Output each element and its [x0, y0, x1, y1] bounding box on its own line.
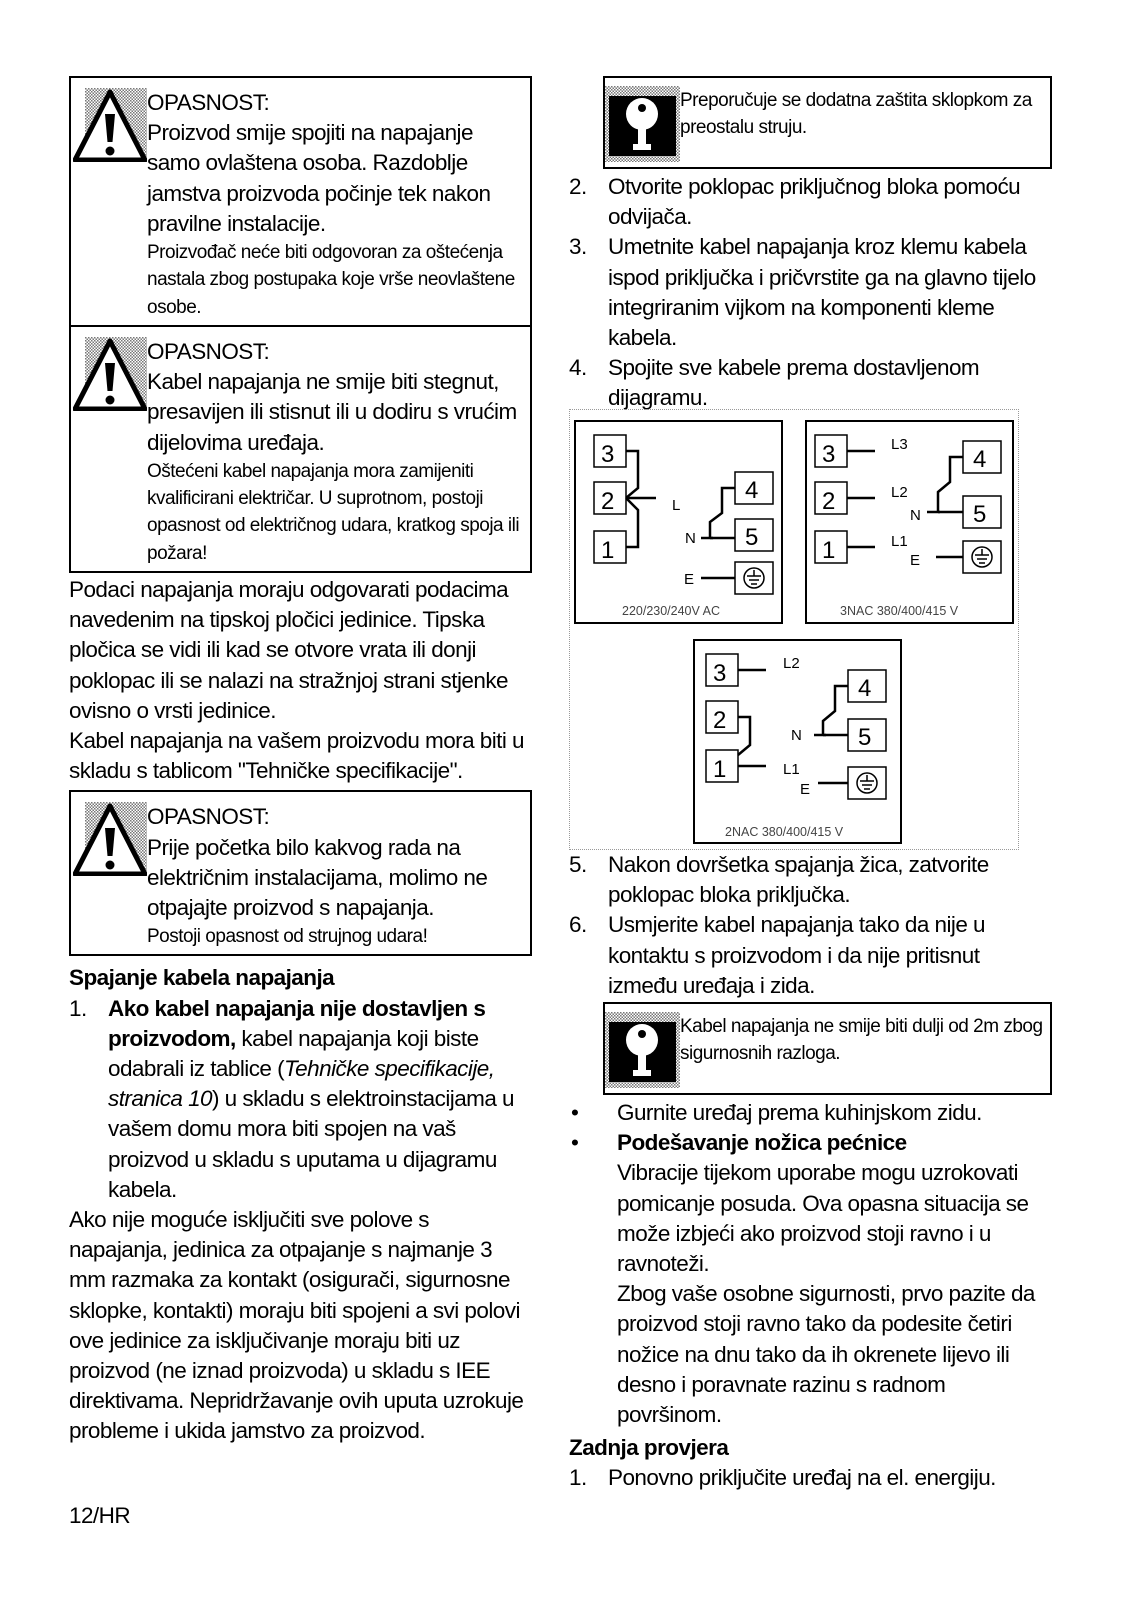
- wiring-diagram-svg: [570, 410, 1020, 851]
- step-5: [569, 850, 1049, 910]
- terminal-2: 2: [822, 488, 836, 515]
- wiring-panel-3: [694, 640, 901, 843]
- terminal-4: 4: [745, 477, 759, 504]
- step-number: 5.: [569, 852, 587, 877]
- label-l1: L1: [783, 761, 800, 778]
- step-number: 6.: [569, 912, 587, 938]
- step-text: Usmjerite kabel napajanja tako da nije u kontaktu s proizvodom i da nije pritisnut između uređaja i zida.: [608, 912, 985, 998]
- label-n: N: [791, 727, 802, 744]
- warning-note: Oštećeni kabel napajanja mora zamijeniti kvalificirani električar. U suprotnom, postoji opasnost od električnog udara, kratkog spoja ili požara!: [147, 460, 520, 564]
- terminal-1: 1: [713, 756, 727, 783]
- bullet-text: Gurnite uređaj prema kuhinjskom zidu.: [617, 1100, 982, 1126]
- label-l: L: [672, 497, 681, 514]
- bullet-2: [569, 1128, 1049, 1430]
- right-column-lower: [569, 850, 1049, 1494]
- warning-text: Prije početka bilo kakvog rada na električnim instalacijama, molimo ne otpajajte proizvod s napajanja.: [147, 834, 488, 921]
- step-6: [569, 910, 1049, 1001]
- warning-note: Proizvođač neće biti odgovoran za oštećenja nastala zbog postupaka koje vrše neovlaštene osobe.: [147, 242, 515, 318]
- terminal-5: 5: [858, 724, 872, 751]
- info-box-1: [603, 76, 1052, 169]
- warning-title: OPASNOST:: [147, 804, 270, 830]
- warning-title: OPASNOST:: [147, 339, 270, 364]
- terminal-1: 1: [822, 537, 836, 564]
- step-2: [569, 172, 1049, 232]
- bullet-title: Podešavanje nožica pećnice: [617, 1130, 907, 1156]
- panel-caption: 220/230/240V AC: [622, 604, 720, 618]
- warning-box-1: [69, 76, 532, 327]
- terminal-1: 1: [601, 537, 615, 564]
- terminal-5: 5: [745, 524, 759, 551]
- label-e: E: [684, 571, 695, 588]
- info-icon: [605, 1012, 680, 1088]
- warning-icon: [73, 88, 147, 162]
- terminal-2: 2: [713, 707, 727, 734]
- warning-icon: [73, 802, 147, 876]
- step-number: 1.: [569, 1465, 587, 1491]
- terminal-3: 3: [713, 660, 727, 687]
- terminal-3: 3: [601, 441, 615, 468]
- step-text: kabel napajanja koji biste odabrali iz tablice (: [108, 1025, 485, 1082]
- warning-title: OPASNOST:: [147, 90, 270, 115]
- terminal-5: 5: [973, 501, 987, 528]
- bullet-1: [569, 1098, 1049, 1128]
- terminal-4: 4: [973, 446, 987, 473]
- step-4: [569, 353, 1049, 413]
- step-text: Nakon dovršetka spajanja žica, zatvorite poklopac bloka priključka.: [608, 852, 989, 908]
- left-column: [69, 76, 532, 1447]
- warning-note: Postoji opasnost od strujnog udara!: [147, 926, 428, 948]
- info-icon: [605, 86, 680, 162]
- label-n: N: [910, 507, 921, 524]
- terminal-2: 2: [601, 488, 615, 515]
- wiring-panel-1: [575, 421, 782, 623]
- step-text: ) u skladu s elektroinstacijama u vašem domu mora biti spojen na vaš proizvod u skladu s uputama u dijagramu kabela.: [108, 1086, 515, 1202]
- label-l1: L1: [891, 533, 908, 550]
- label-e: E: [800, 781, 811, 798]
- final-step-1: [569, 1463, 1049, 1493]
- bullet-paragraph: Zbog vaše osobne sigurnosti, prvo pazite da proizvod stoji ravno tako da podesite četiri nožice na dnu tako da ih okrenete lijevo ili desno i poravnate razinu s radnom površinom.: [617, 1281, 1035, 1428]
- section-title: Spajanje kabela napajanja: [69, 965, 335, 991]
- terminal-4: 4: [858, 675, 872, 702]
- info-text: Preporučuje se dodatna zaštita sklopkom za preostalu struju.: [680, 90, 1032, 139]
- warning-text: Kabel napajanja ne smije biti stegnut, presavijen ili stisnut ili u dodiru s vrućim dijelovima uređaja.: [147, 369, 517, 455]
- power-cable-paragraph: Kabel napajanja na vašem proizvodu mora biti u skladu s tablicom "Tehničke specifikacije".: [69, 728, 524, 784]
- step-number: 2.: [569, 174, 587, 199]
- power-data-paragraph: Podaci napajanja moraju odgovarati podacima navedenim na tipskoj pločici jedinice. Tipska pločica se vidi ili kad se otvore vrata ili donji poklopac ili se nalazi na stražnjoj strani stjenke ovisno o vrsti jedinice.: [69, 577, 509, 723]
- label-l2: L2: [891, 484, 908, 501]
- step-number: 4.: [569, 355, 587, 381]
- terminal-3: 3: [822, 441, 836, 468]
- step-number: 3.: [569, 234, 587, 260]
- step-number: 1.: [69, 995, 87, 1021]
- page-number: 12/HR: [69, 1503, 131, 1528]
- warning-text: Proizvod smije spojiti na napajanje samo ovlaštena osoba. Razdoblje jamstva proizvoda počinje tek nakon pravilne instalacije.: [147, 120, 491, 236]
- right-column: [569, 76, 1049, 414]
- warning-box-3: [69, 790, 532, 956]
- label-l3: L3: [891, 436, 908, 453]
- step-text: Otvorite poklopac priključnog bloka pomoću odvijača.: [608, 174, 1021, 230]
- info-text: Kabel napajanja ne smije biti dulji od 2m zbog sigurnosnih razloga.: [680, 1016, 1043, 1065]
- disconnect-paragraph: Ako nije moguće isključiti sve polove s napajanja, jedinica za otpajanje s najmanje 3 mm razmaka za kontakt (osigurači, sigurnosne sklopke, kontakti) moraju biti spojeni a svi polovi ove jedinice za isključivanje moraju biti uz proizvod (ne iznad proizvoda) u skladu s IEE direktivama. Nepridržavanje ovih uputa uzrokuje probleme i ukida jamstvo za proizvod.: [69, 1207, 524, 1444]
- bullet-paragraph: Vibracije tijekom uporabe mogu uzrokovati pomicanje posuda. Ova opasna situacija se može izbjeći ako proizvod stoji ravno i u ravnoteži.: [617, 1160, 1029, 1277]
- step-bold-text: Ako kabel napajanja nije dostavljen s proizvodom,: [108, 995, 486, 1051]
- wiring-diagram: [569, 409, 1019, 850]
- step-text: Ponovno priključite uređaj na el. energiju.: [608, 1465, 996, 1491]
- step-text: Umetnite kabel napajanja kroz klemu kabela ispod priključka i pričvrstite ga na glavno tijelo integriranim vijkom na komponenti kleme kabela.: [608, 234, 1036, 351]
- bullet-mark: •: [571, 1100, 579, 1126]
- warning-icon: [73, 337, 147, 411]
- panel-caption: 3NAC 380/400/415 V: [840, 604, 959, 618]
- label-n: N: [685, 530, 696, 547]
- final-check-title: Zadnja provjera: [569, 1435, 729, 1461]
- wiring-panel-2: [806, 421, 1013, 623]
- label-e: E: [910, 552, 921, 569]
- panel-caption: 2NAC 380/400/415 V: [725, 825, 844, 839]
- label-l2: L2: [783, 655, 800, 672]
- step-text: Spojite sve kabele prema dostavljenom dijagramu.: [608, 355, 980, 411]
- step-3: [569, 232, 1049, 353]
- step-1: [69, 994, 532, 1205]
- info-box-2: [603, 1002, 1052, 1095]
- warning-box-2: [69, 325, 532, 573]
- bullet-mark: •: [571, 1130, 579, 1156]
- step-italic-reference: Tehničke specifikacije, stranica 10: [108, 1056, 495, 1112]
